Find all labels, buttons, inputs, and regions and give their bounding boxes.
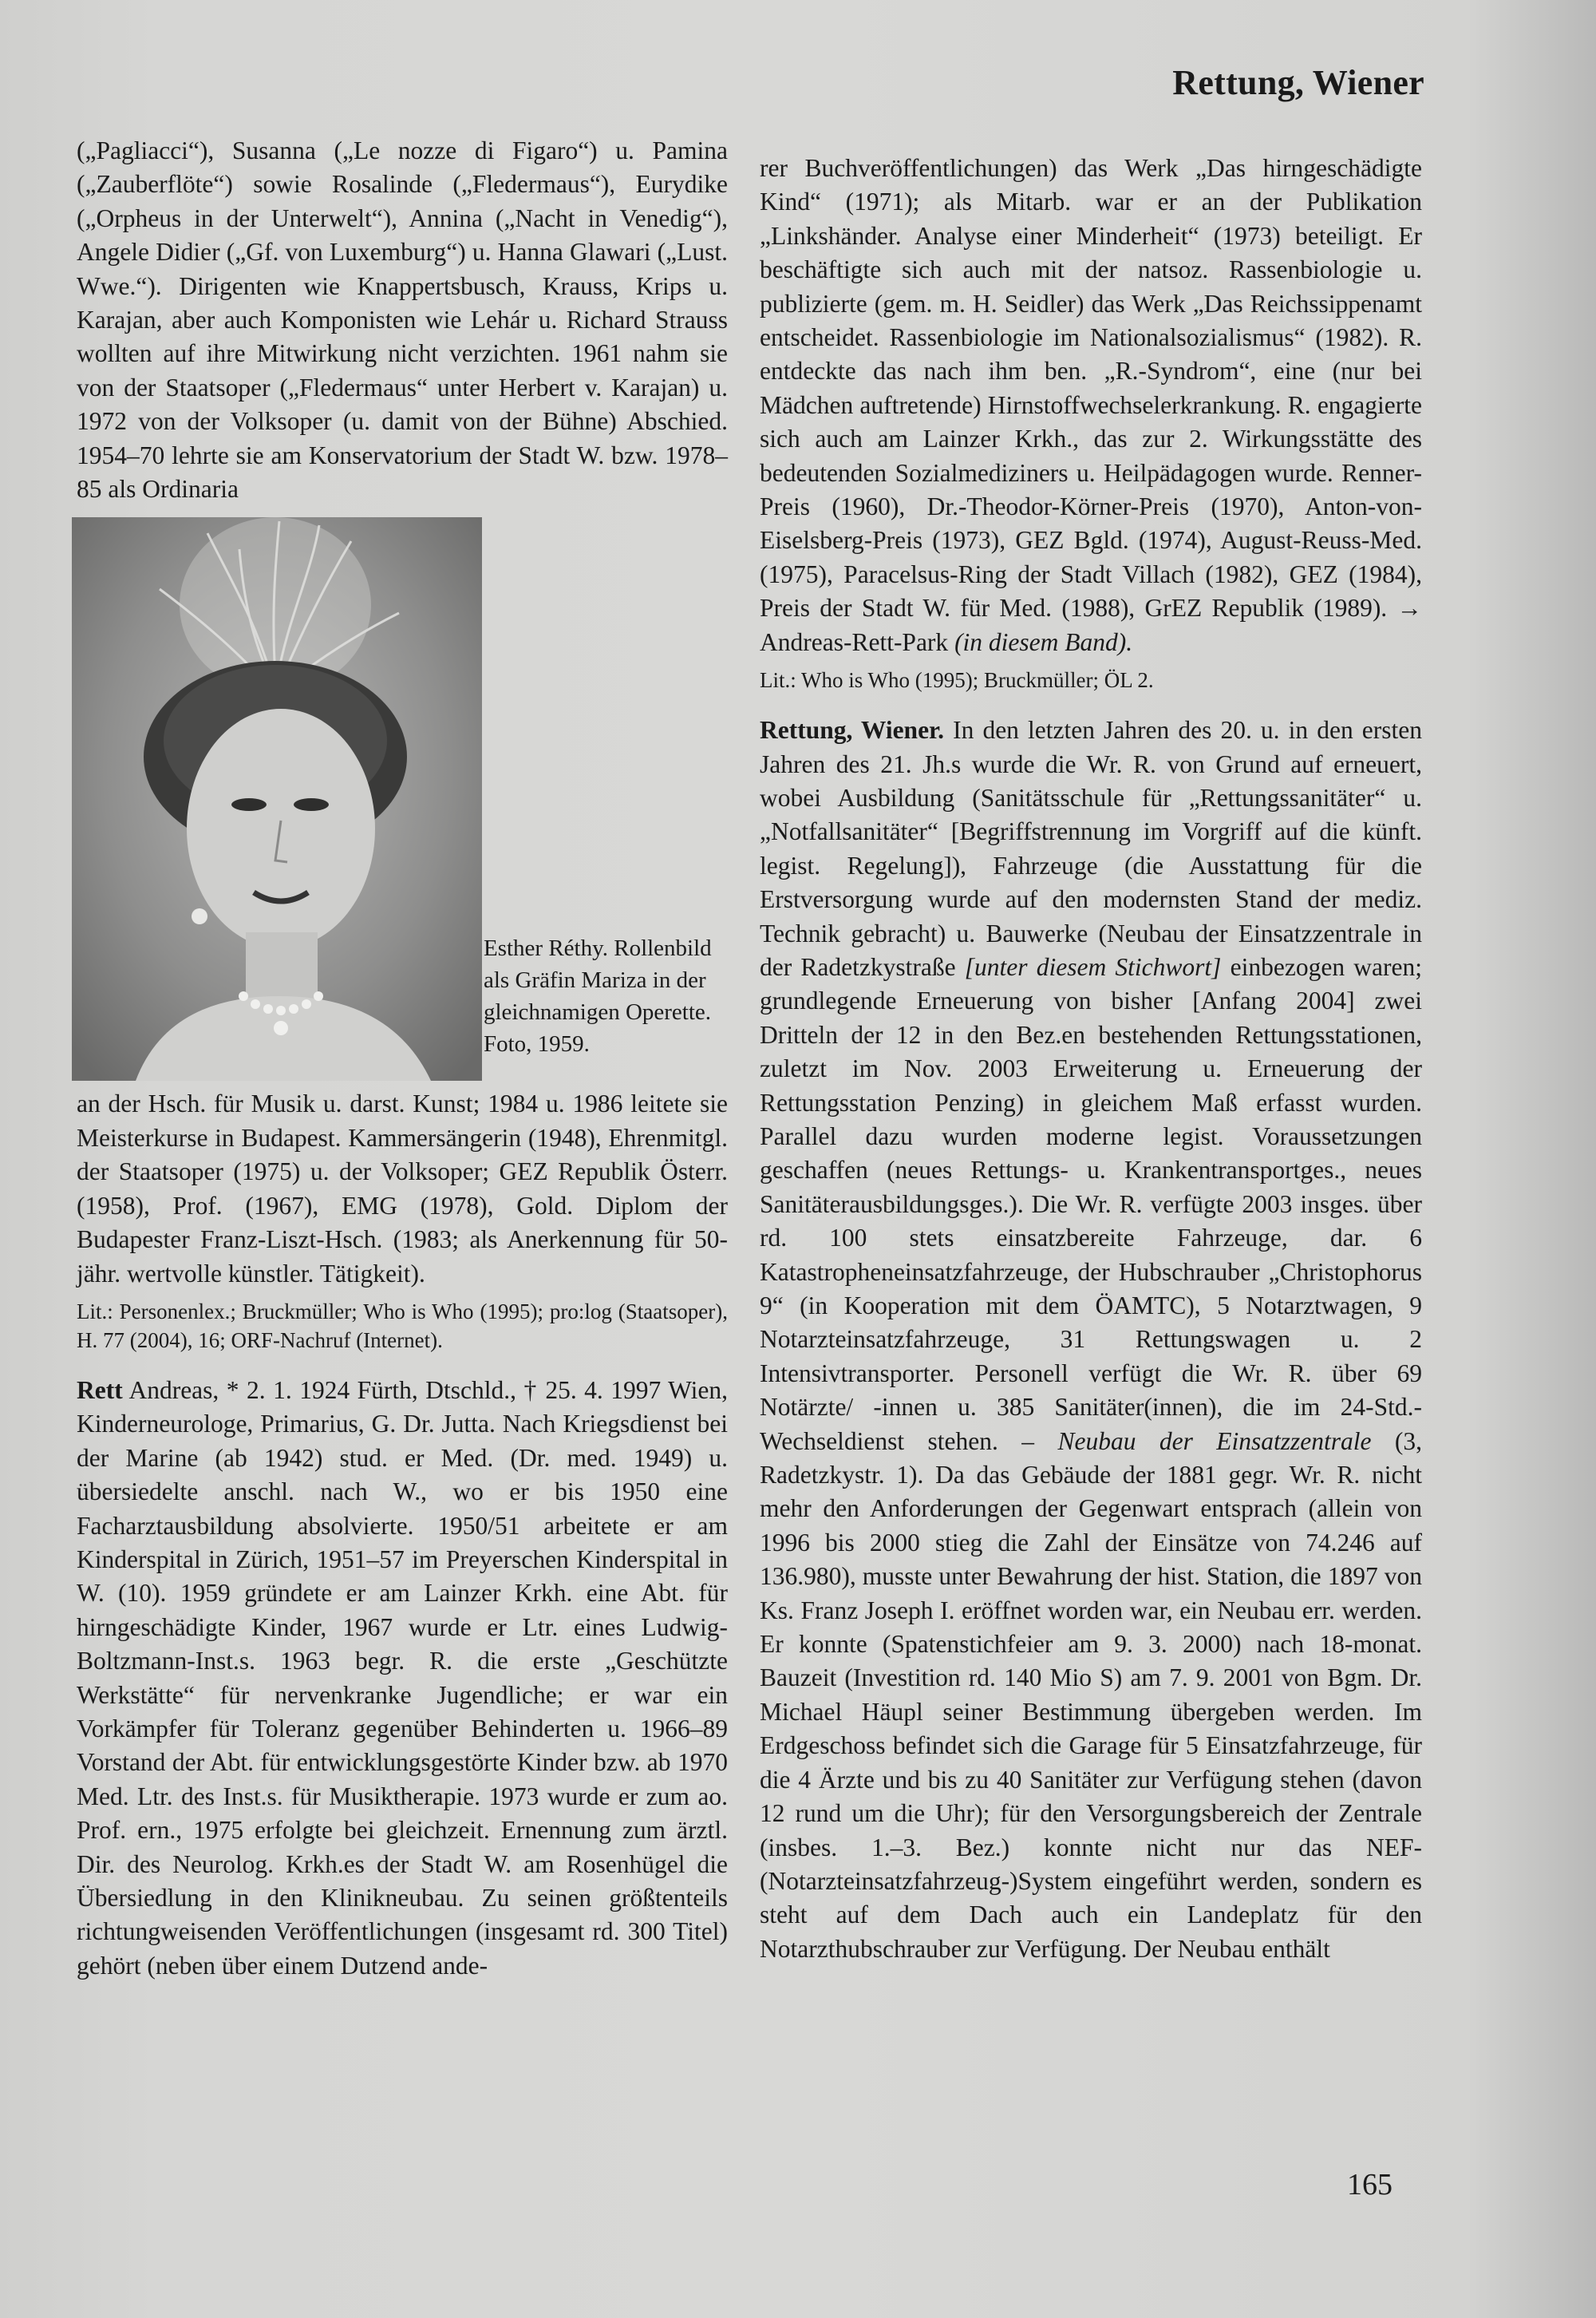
rett-entry [77,1374,728,1983]
portrait-photo [72,517,482,1081]
rettung-text-b: einbezogen waren; grundlegende Erneuerung von bisher [Anfang 2004] zwei Dritteln der 12 in den Bez.en bestehenden Rettungsstationen, zuletzt im Nov. 2003 Erweiterung u. Erneuerung der Rettungsstation Penzing) in gleichem Maß erfasst wurden. Parallel dazu wurden moderne legist. Voraussetzungen geschaffen (neues Rettungs- u. Krankentransportges., neues Sanitäterausbildungsges.). Die Wr. R. verfügte 2003 insges. über rd. 100 stets einsatzbereite Fahrzeuge, dar. 6 Katastropheneinsatzfahrzeuge, der Hubschrauber „Christophorus 9“ (in Kooperation mit dem ÖAMTC), 5 Notarztwagen, 9 Notarzteinsatzfahrzeuge, 31 Rettungswagen u. 2 Intensivtransporter. Personell verfügt die Wr. R. über 69 Notärzte/ -innen u. 385 Sanitäter(innen), die im 24-Std.-Wechseldienst stehen. – [760,952,1422,1455]
left-column [77,134,728,1983]
cross-reference: (in diesem Band). [954,627,1133,656]
portrait-illustration [72,517,482,1081]
entry-headword: Rett [77,1375,123,1404]
literature-note: Lit.: Personenlex.; Bruckmüller; Who is Who (1995); pro:log (Staatsoper), H. 77 (2004), 16; ORF-Nachruf (Internet). [77,1299,728,1352]
rettung-entry [760,714,1422,1966]
entry-headword: Rettung, Wiener. [760,716,945,745]
subheading: Neubau der Einsatzzentrale [1057,1426,1372,1455]
reethy-entry-continuation: („Pagliacci“), Susanna („Le nozze di Figaro“) u. Pamina („Zauberflöte“) sowie Rosalinde („Fledermaus“), Eurydike („Orpheus in der Unterwelt“), Annina („Nacht in Venedig“), Angele Didier („Gf. von Luxemburg“) u. Hanna Glawari („Lust. Wwe.“). Dirigenten wie Knappertsbusch, Krauss, Krips u. Karajan, aber auch Komponisten wie Lehár u. Richard Strauss wollten auf ihre Mitwirkung nicht verzichten. 1961 nahm sie von der Staatsoper („Fledermaus“ unter Herbert v. Karajan) u. 1972 von der Volksoper (u. damit von der Bühne) Abschied. 1954–70 lehrte sie am Konservatorium der Stadt W. bzw. 1978–85 als Ordinaria [77,136,728,504]
figure [77,517,728,1087]
page-number: 165 [1347,2168,1393,2201]
rettung-text-a: In den letzten Jahren des 20. u. in den ersten Jahren des 21. Jh.s wurde die Wr. R. von Grund auf erneuert, wobei Ausbildung (Sanitätsschule für „Rettungssanitäter“ u. „Notfallsanitäter“ [Begriffstrennung im Vorgriff auf die künft. legist. Regelung]), Fahrzeuge (die Ausstattung für die Erstversorgung wurde auf den modernsten Stand der mediz. Technik gebracht) u. Bauwerke (Neubau der Einsatzzentrale in der Radetzkystraße [760,716,1422,981]
rettung-text-c: (3, Radetzkystr. 1). Da das Gebäude der 1881 gegr. Wr. R. nicht mehr den Anforderungen der Gegenwart entsprach (allein von 1996 bis 2000 stieg die Zahl der Einsätze von 74.246 auf 136.980), musste unter Bewahrung der hist. Station, die 1897 von Ks. Franz Joseph I. eröffnet worden war, ein Neubau err. werden. Er konnte (Spatenstichfeier am 9. 3. 2000) nach 18-monat. Bauzeit (Investition rd. 140 Mio S) am 7. 9. 2001 von Bgm. Dr. Michael Häupl seiner Bestimmung übergeben werden. Im Erdgeschoss befindet sich die Garage für 5 Einsatzfahrzeuge, für die 4 Ärzte und bis zu 40 Sanitäter zur Verfügung stehen (davon 12 rund um die Uhr); für den Versorgungsbereich der Zentrale (insbes. 1.–3. Bez.) konnte nicht nur das NEF-(Notarzteinsatzfahrzeug-)System eingeführt werden, sondern es steht auf dem Dach auch ein Landeplatz für den Notarzthubschrauber zur Verfügung. Der Neubau enthält [760,1426,1422,1963]
running-head: Rettung, Wiener [1172,63,1424,102]
rett-entry-text: Andreas, * 2. 1. 1924 Fürth, Dtschld., † 25. 4. 1997 Wien, Kinderneurologe, Primarius, G. Dr. Jutta. Nach Kriegsdienst bei der Marine (ab 1942) stud. er Med. (Dr. med. 1949) u. übersiedelte anschl. nach W., wo er bis 1950 eine Facharztausbildung absolvierte. 1950/51 arbeitete er am Kinderspital in Zürich, 1951–57 im Preyerschen Kinderspital in W. (10). 1959 gründete er am Lainzer Krkh. eine Abt. für hirngeschädigte Kinder, 1967 wurde er Ltr. eines Ludwig-Boltzmann-Inst.s. 1963 begr. R. die erste „Geschützte Werkstätte“ für nervenkranke Jugendliche; er war ein Vorkämpfer für Toleranz gegenüber Behinderten u. 1966–89 Vorstand der Abt. für entwicklungsgestörte Kinder bzw. ab 1970 Med. Ltr. des Inst.s. für Musiktherapie. 1973 wurde er zum ao. Prof. ern., 1975 erfolgte bei gleichzeit. Ernennung zum ärztl. Dir. des Neurolog. Krkh.es der Stadt W. am Rosenhügel die Übersiedlung in den Klinikneubau. Zu seinen größtenteils richtungweisenden Veröffentlichungen (insgesamt rd. 300 Titel) gehört (neben über einem Dutzend ande- [77,1375,728,1980]
figure-caption: Esther Réthy. Rollenbild als Gräfin Mariza in der gleichnamigen Operette. Foto, 1959. [484,936,712,1058]
rett-continuation-text: rer Buchveröffentlichungen) das Werk „Das hirngeschädigte Kind“ (1971); als Mitarb. war er an der Publikation „Linkshänder. Analyse einer Minderheit“ (1973) beteiligt. Er beschäftigte sich auch mit der natsoz. Rassenbiologie u. publizierte (gem. m. H. Seidler) das Werk „Das Reichssippenamt entscheidet. Rassenbiologie im Nationalsozialismus“ (1982). R. entdeckte das nach ihm ben. „R.-Syndrom“, eine (nur bei Mädchen auftretende) Hirnstoffwechselerkrankung. R. engagierte sich auch am Lainzer Krkh., das zur 2. Wirkungsstätte des bedeutenden Sozialmediziners u. Heilpädagogen wurde. Renner-Preis (1960), Dr.-Theodor-Körner-Preis (1970), Anton-von-Eiselsberg-Preis (1973), GEZ Bgld. (1974), August-Reuss-Med. (1975), Paracelsus-Ring der Stadt Villach (1982), GEZ (1984), Preis der Stadt W. für Med. (1988), GrEZ Republik (1989). → Andreas-Rett-Park [760,154,1422,656]
right-column [760,152,1422,1966]
cross-reference: [unter diesem Stichwort] [964,952,1222,981]
reethy-entry-end: an der Hsch. für Musik u. darst. Kunst; 1984 u. 1986 leitete sie Meisterkurse in Budapest. Kammersängerin (1948), Ehrenmitgl. der Staatsoper (1975) u. der Volksoper; GEZ Republik Österr. (1958), Prof. (1967), EMG (1978), Gold. Diplom der Budapester Franz-Liszt-Hsch. (1983; als Anerkennung für 50-jähr. wertvolle künstler. Tätigkeit). [77,1090,728,1288]
rett-entry-continuation [760,152,1422,659]
literature-note: Lit.: Who is Who (1995); Bruckmüller; ÖL 2. [760,668,1154,693]
